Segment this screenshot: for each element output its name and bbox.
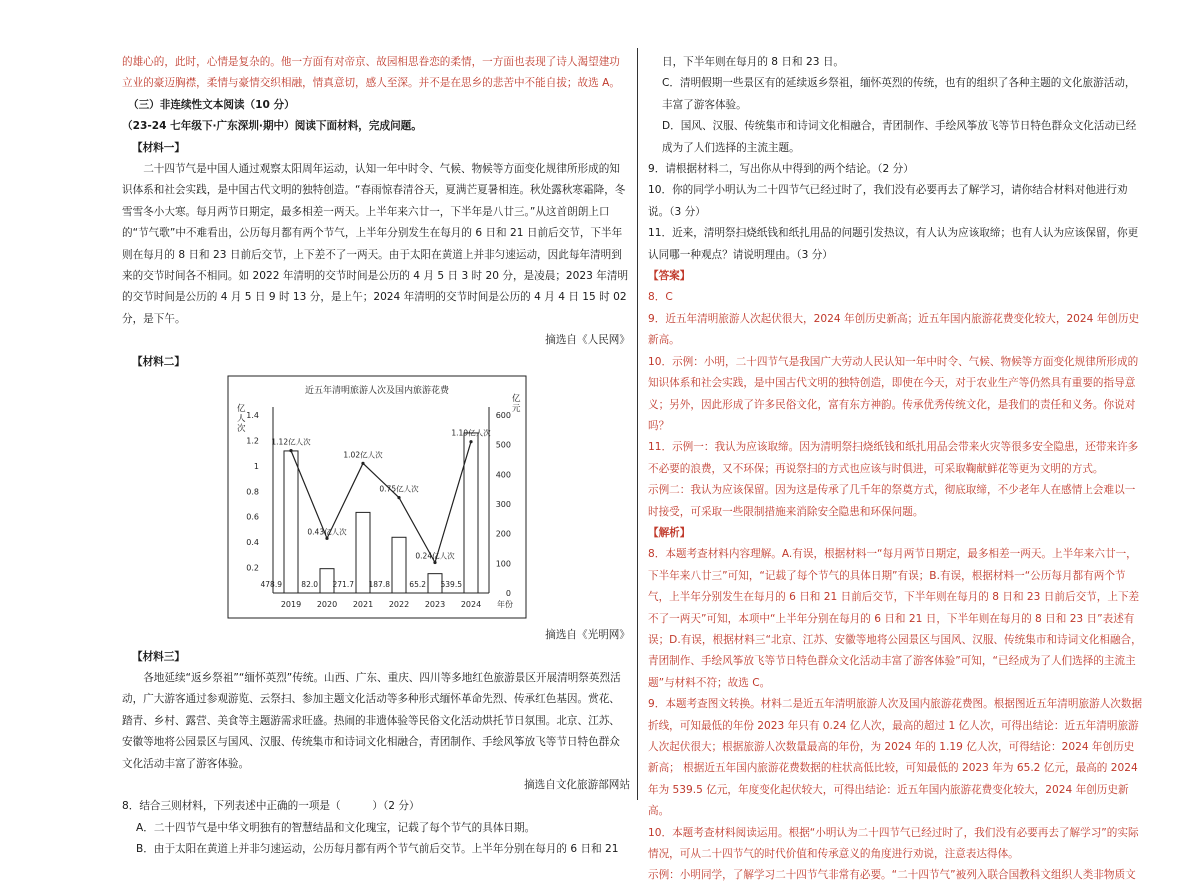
line-point-2023 (433, 561, 436, 564)
line-point-2022 (397, 496, 400, 499)
material-two-label: 【材料二】 (132, 355, 185, 368)
line-value-label: 1.02亿人次 (343, 450, 383, 460)
line-point-2024 (469, 440, 472, 443)
material-one-source: 摘选自《人民网》 (545, 334, 630, 347)
material-one-label: 【材料一】 (132, 141, 185, 154)
right-axis-label-char: 元 (512, 404, 521, 415)
line-value-label: 0.75亿人次 (379, 484, 419, 494)
line-point-2021 (361, 462, 364, 465)
previous-answer-text: 的雄心的，此时，心情是复杂的。他一方面有对帝京、故园相思眷恋的柔情，一方面也表现了诗人渴望建功立业的豪迈胸襟，柔情与豪情交织相融，情真意切，感人至深。并不是在思乡的悲苦中不能自拔；故选 A。 (122, 56, 620, 90)
left-tick-label: 0.6 (246, 512, 259, 522)
left-column (122, 52, 630, 861)
line-value-label: 0.24亿人次 (415, 551, 455, 561)
left-axis-label-char: 次 (237, 424, 246, 435)
line-point-2020 (325, 537, 328, 540)
x-tick-label: 2021 (352, 600, 374, 610)
right-tick-label: 400 (495, 470, 511, 480)
analysis-10-example (648, 865, 1144, 886)
material-one-text: 二十四节气是中国人通过观察太阳周年运动，认知一年中时令、气候、物候等方面变化规律所形成的知识体系和社会实践，是中国古代文明的独特创造。“春雨惊春清谷天，夏满芒夏暑相连。秋处露秋寒霜降，冬雪雪冬小大寒。每月两节日期定，最多相差一两天。上半年来六廿一，下半年是八廿三。”从这首朗朗上口的“节气歌”中不难看出，公历每月都有两个节气，上半年分别发生在每月的 6 日和 21 日前后交节，下半年则在每月的 8 日和 23 日前后交节，上下差不了一两天。由于太阳在黄道上并非匀速运动，因此每年清明到来的交节时间各不相同。如 2022 年清明的交节时间是公历的 4 月 5 日 3 时 20 分，是凌晨；2023 年清明的交节时间是公历的 4 月 5 日 9 时 13 分，是上午；2024 年清明的交节时间是公历的 4 月 4 日 15 时 02 分，是下午。 (122, 163, 629, 325)
question-8-option-a: A．二十四节气是中华文明独有的智慧结晶和文化瑰宝，记载了每个节气的具体日期。 (136, 821, 536, 834)
tourism-chart (227, 375, 527, 619)
answer-11-example-2: 示例二：我认为应该保留。因为这是传承了几千年的祭奠方式，彻底取缔，不少老年人在感情上会难以一时接受，可采取一些限制措施来消除安全隐患和环保问题。 (648, 484, 1136, 518)
bar-2022 (392, 537, 406, 593)
answer-heading: 【答案】 (648, 270, 691, 283)
bar-value-label: 187.8 (368, 580, 390, 590)
bar-value-label: 271.7 (332, 580, 354, 590)
material-three-text: 各地延续“返乡祭祖”“缅怀英烈”传统。山西、广东、重庆、四川等多地红色旅游景区开展清明祭英烈活动，广大游客通过参观游览、云祭扫、参加主题文化活动等多种形式缅怀革命先烈、传承红色基因。赏花、踏青、乡村、露营、美食等主题游需求旺盛。热闹的非遗体验等民俗文化活动烘托节日氛围。北京、江苏、安徽等地将公园景区与国风、汉服、传统集市和诗词文化相融合，青团制作、手绘风筝放飞等节日特色群众文化活动丰富了游客体验。 (122, 671, 621, 770)
bar-2019 (284, 451, 298, 593)
question-8-option-d: D．国风、汉服、传统集市和诗词文化相融合，青团制作、手绘风筝放飞等节日特色群众文化活动已经成为了人们选择的主流主题。 (662, 120, 1137, 154)
bar-value-label: 478.9 (260, 580, 282, 590)
material-two-source: 摘选自《光明网》 (545, 629, 630, 642)
line-value-label: 1.19亿人次 (451, 428, 491, 438)
question-intro: （23-24 七年级下·广东深圳·期中）阅读下面材料，完成问题。 (122, 120, 422, 133)
chart-title: 近五年清明旅游人次及国内旅游花费 (304, 386, 450, 397)
question-9: 9．请根据材料二，写出你从中得到的两个结论。（2 分） (648, 163, 914, 176)
analysis-9: 9．本题考查图文转换。材料二是近五年清明旅游人次及国内旅游花费图。根据图近五年清明旅游人次数据折线，可知最低的年份 2023 年只有 0.24 亿人次，最高的超过 1 亿人次，可得出结论：近五年清明旅游人次起伏很大；根据旅游人次数量最高的年份，为 2024 年的 1.19 亿人次，可得结论：2024 年创历史新高； 根据近五年国内旅游花费数据的柱状高低比较，可知最低的 2023 年为 65.2 亿元，最高的 2024 年为 539.5 亿元，年度变化起伏较大，可得出结论：近五年国内旅游花费变化较大，2024 年创历史新高。 (648, 698, 1143, 818)
question-8: 8．结合三则材料，下列表述中正确的一项是（ ）（2 分） (122, 800, 420, 813)
x-tick-label: 2022 (388, 600, 410, 610)
x-tick-label: 2019 (280, 600, 302, 610)
section-title: （三）非连续性文本阅读（10 分） (128, 98, 295, 111)
material-three-source: 摘选自文化旅游部网站 (524, 778, 630, 791)
analysis-heading: 【解析】 (648, 526, 691, 539)
left-tick-label: 1 (253, 461, 259, 471)
left-axis-label-char: 亿 (237, 404, 246, 415)
line-value-label: 1.12亿人次 (271, 437, 311, 447)
question-10: 10．你的同学小明认为二十四节气已经过时了，我们没有必要再去了解学习，请你结合材料对他进行劝说。（3 分） (648, 184, 1128, 218)
material-three-label: 【材料三】 (132, 650, 185, 663)
question-11: 11．近来，清明祭扫烧纸钱和纸扎用品的问题引发热议，有人认为应该取缔；也有人认为应该保留，你更认同哪一种观点？请说明理由。（3 分） (648, 227, 1139, 261)
question-8-option-b: B．由于太阳在黄道上并非匀速运动，公历每月都有两个节气前后交节。上半年分别在每月的 6 日和 21 (136, 843, 619, 856)
left-tick-label: 1.4 (246, 411, 259, 421)
left-tick-label: 0.8 (246, 487, 259, 497)
x-tick-label: 2024 (460, 600, 482, 610)
line-point-2019 (289, 449, 292, 452)
right-tick-label: 200 (495, 529, 511, 539)
bar-value-label: 539.5 (440, 580, 462, 590)
bar-value-label: 65.2 (409, 580, 426, 590)
x-tick-label: 2020 (316, 600, 338, 610)
right-axis-label-char: 亿 (512, 394, 521, 405)
answer-9: 9．近五年清明旅游人次起伏很大，2024 年创历史新高；近五年国内旅游花费变化较大，2024 年创历史新高。 (648, 312, 1140, 347)
right-tick-label: 0 (505, 589, 511, 599)
question-8-option-c: C．清明假期一些景区有的延续返乡祭祖，缅怀英烈的传统，也有的组织了各种主题的文化旅游活动，丰富了游客体验。 (662, 77, 1136, 111)
left-tick-label: 0.2 (246, 563, 259, 573)
analysis-8: 8．本题考查材料内容理解。A.有误，根据材料一“每月两节日期定，最多相差一两天。上半年来六廿一，下半年来八廿三”可知，“记载了每个节气的具体日期”有误；B.有误，根据材料一“公历每月都有两个节气，上半年分别发生在每月的 6 日和 21 日前后交节，下半年则在每月的 8 日和 23 日前后交节，上下差不了一两天”可知，本项中“上半年分别在每月的 6 日和 21 日，下半年则在每月的 8 日和 23 日”表述有误；D.有误，根据材料三“北京、江苏、安徽等地将公园景区与国风、汉服、传统集市和诗词文化相融合，青团制作、手绘风筝放飞等节日特色群众文化活动丰富了游客体验”可知，“已经成为了人们选择的主流主题”与材料不符；故选 C。 (648, 548, 1142, 689)
right-tick-label: 300 (495, 500, 511, 510)
right-column (648, 52, 1144, 887)
right-tick-label: 100 (495, 559, 511, 569)
answer-8: 8．C (648, 291, 673, 304)
chart-container (122, 373, 630, 625)
right-tick-label: 600 (495, 411, 511, 421)
analysis-10-example-end: “二十四节气”被列入联合国教科文组织人类非物质文 (891, 869, 1136, 882)
line-value-label: 0.43亿人次 (307, 527, 347, 537)
right-tick-label: 500 (495, 440, 511, 450)
analysis-10: 10．本题考查材料阅读运用。根据“小明认为二十四节气已经过时了，我们没有必要再去了解学习”的实际情况，可从二十四节气的时代价值和传承意义的角度进行劝说，注意表达得体。 (648, 826, 1139, 861)
x-tick-label: 2023 (424, 600, 446, 610)
left-axis-label-char: 人 (237, 414, 246, 425)
left-tick-label: 1.2 (246, 436, 259, 446)
answer-10: 10．示例：小明，二十四节气是我国广大劳动人民认知一年中时令、气候、物候等方面变化规律所形成的知识体系和社会实践，是中国古代文明的独特创造，即使在今天，对于农业生产等仍然具有重要的指导意义；另外，因此形成了许多民俗文化，富有东方神韵。传承优秀传统文化，是我们的责任和义务。你说对吗？ (648, 355, 1139, 432)
x-axis-unit: 年份 (497, 600, 513, 610)
analysis-10-example-start: 示例：小明同学，了解学习二十四节气非常有必要。 (648, 869, 892, 882)
bar-value-label: 82.0 (301, 580, 318, 590)
left-tick-label: 0.4 (246, 538, 259, 548)
question-8-option-b-continued: 日，下半年则在每月的 8 日和 23 日。 (662, 56, 845, 68)
answer-11-example-1: 11．示例一：我认为应该取缔。因为清明祭扫烧纸钱和纸扎用品会带来火灾等很多安全隐患，还带来许多不必要的浪费，又不环保；再说祭扫的方式也应该与时俱进，可采取鞠献鲜花等更为文明的方式。 (648, 441, 1139, 475)
column-divider (637, 48, 638, 800)
